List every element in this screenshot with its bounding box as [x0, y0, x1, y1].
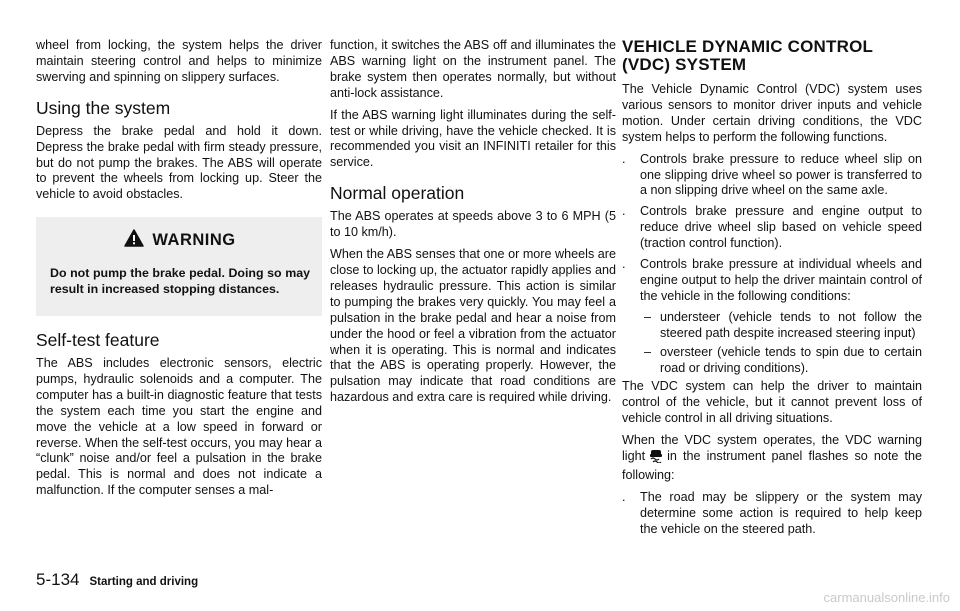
section-title-line-2: (VDC) SYSTEM: [622, 55, 747, 74]
paragraph: function, it switches the ABS off and illuminates the ABS warning light on the instrument panel. The brake system then operates normally, but without anti-lock assistance.: [330, 38, 616, 100]
sub-list-item-text: oversteer (vehicle tends to spin due to certain road or driving conditions).: [660, 344, 922, 375]
column-right: [622, 38, 922, 543]
page-footer: [36, 570, 198, 590]
sub-list-item-text: understeer (vehicle tends to not follow the steered path despite increased steering input): [660, 309, 922, 340]
list-item-text: Controls brake pressure to reduce wheel slip on one slipping drive wheel so power is transferred to a non slipping drive wheel on the same axle.: [640, 151, 922, 198]
bullet-mark: .: [622, 489, 626, 504]
bullet-mark: .: [622, 151, 626, 166]
list-item-text: Controls brake pressure at individual wheels and engine output to help the driver maintain control of the vehicle in the following conditions:: [640, 257, 922, 303]
heading-normal-operation: Normal operation: [330, 183, 465, 204]
paragraph: Depress the brake pedal and hold it down. Depress the brake pedal with firm steady pressure, but do not pump the brakes. The ABS will operate to prevent the wheels from locking up. Steer the vehicle to avoid obstacles.: [36, 123, 322, 202]
list-item-text: The road may be slippery or the system may determine some action is required to help keep the vehicle on the steered path.: [640, 489, 922, 536]
warning-box: [36, 217, 322, 316]
paragraph: [622, 433, 922, 484]
dash-mark: –: [644, 309, 652, 324]
list-item: [622, 257, 922, 305]
warning-header: [50, 229, 310, 252]
paragraph: The ABS operates at speeds above 3 to 6 MPH (5 to 10 km/h).: [330, 209, 616, 240]
paragraph: The Vehicle Dynamic Control (VDC) system uses various sensors to monitor driver inputs and vehicle motion. Under certain driving conditions, the VDC system helps to perform the following functions.: [622, 82, 922, 144]
watermark: carmanualsonline.info: [823, 590, 950, 605]
heading-self-test-feature: Self-test feature: [36, 329, 160, 350]
paragraph-text-end: in the instrument panel flashes so note the following:: [622, 449, 922, 482]
paragraph: The VDC system can help the driver to maintain control of the vehicle, but it cannot prevent loss of vehicle control in all driving situations.: [622, 379, 922, 426]
chapter-title: Starting and driving: [89, 576, 199, 588]
column-left: [36, 38, 322, 505]
paragraph: wheel from locking, the system helps the driver maintain steering control and helps to minimize swerving and spinning on slippery surfaces.: [36, 38, 322, 84]
section-title: [622, 38, 922, 74]
warning-title: WARNING: [152, 230, 236, 249]
list-item: [622, 152, 922, 200]
paragraph-text-start: When the VDC system operates, the VDC warning light: [622, 433, 922, 464]
warning-triangle-icon: [124, 229, 144, 252]
column-middle: [330, 38, 616, 412]
page-number: 5-134: [36, 570, 80, 589]
list-item: [622, 204, 922, 252]
bullet-mark: .: [622, 257, 626, 272]
paragraph: The ABS includes electronic sensors, electric pumps, hydraulic solenoids and a computer. The computer has a built-in diagnostic feature that tests the system each time you start the engine and move the vehicle at a low speed in forward or reverse. When the self-test occurs, you may hear a “clunk” noise and/or feel a pulsation in the brake pedal. This is normal and does not indicate a malfunction. If the computer senses a mal-: [36, 355, 322, 498]
section-title-line-1: VEHICLE DYNAMIC CONTROL: [622, 37, 874, 56]
warning-text: Do not pump the brake pedal. Doing so may result in increased stopping distances.: [50, 266, 310, 297]
list-item-text: Controls brake pressure and engine output to reduce drive wheel slip based on vehicle speed (traction control function).: [640, 204, 922, 251]
heading-using-the-system: Using the system: [36, 97, 171, 118]
sub-list-item: [644, 310, 922, 342]
paragraph: When the ABS senses that one or more wheels are close to locking up, the actuator rapidly applies and releases hydraulic pressure. This action is similar to pumping the brakes very quickly. You may feel a pulsation in the brake pedal and hear a noise from under the hood or feel a vibration from the actuator when it is operating. This is normal and indicates that the ABS is operating properly. However, the pulsation may indicate that road conditions are hazardous and extra care is required while driving.: [330, 247, 616, 405]
paragraph: If the ABS warning light illuminates during the self-test or while driving, have the vehicle checked. It is recommended you visit an INFINITI retailer for this service.: [330, 107, 616, 170]
list-item: [622, 490, 922, 538]
bullet-mark: .: [622, 204, 626, 219]
vdc-warning-light-icon: [648, 449, 664, 468]
dash-mark: –: [644, 344, 652, 359]
sub-list-item: [644, 345, 922, 377]
